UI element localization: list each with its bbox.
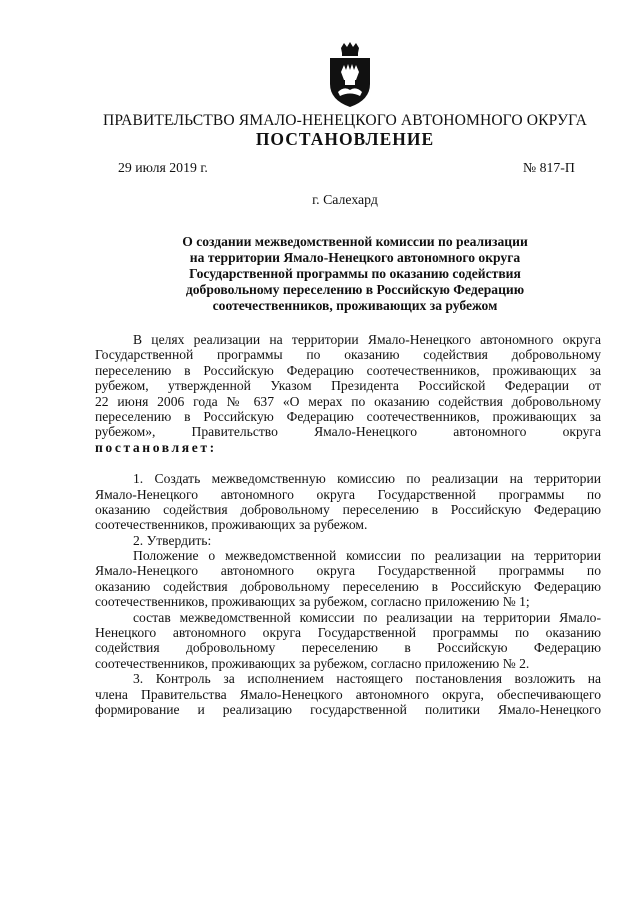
item3-line: 3. Контроль за исполнением настоящего постановления возложить на	[133, 671, 601, 687]
item2b-line: состав межведомственной комиссии по реализации на территории Ямало-	[133, 609, 601, 625]
item2a-line: соотечественников, проживающих за рубежом, согласно приложению № 1;	[95, 594, 530, 610]
preamble-line: переселению в Российскую Федерацию соотечественников, проживающих за	[95, 362, 601, 378]
resolves-word: постановляет:	[95, 439, 217, 455]
item1-line: 1. Создать межведомственную комиссию по реализации на территории	[133, 471, 601, 487]
item2b-line: Ненецкого автономного округа Государственной программы по оказанию	[95, 625, 601, 641]
preamble-line: 22 июня 2006 года № 637 «О мерах по оказанию содействия добровольному	[95, 393, 601, 409]
item2b-line: соотечественников, проживающих за рубежом, согласно приложению № 2.	[95, 655, 530, 671]
document-date: 29 июля 2019 г.	[118, 160, 208, 175]
item2b-line: содействия добровольному переселению в Российскую Федерацию	[95, 640, 601, 656]
item2-line: 2. Утвердить:	[133, 532, 212, 548]
item3-line: формирование и реализацию государственной политики Ямало-Ненецкого	[95, 701, 601, 717]
item1-line: соотечественников, проживающих за рубежом.	[95, 517, 368, 533]
document-title: ПОСТАНОВЛЕНИЕ	[255, 129, 435, 149]
document-subject	[140, 234, 570, 314]
preamble-line: рубежом», Правительство Ямало-Ненецкого автономного округа	[95, 424, 601, 440]
item2a-line: Ямало-Ненецкого автономного округа Государственной программы по	[95, 563, 601, 579]
subject-line: на территории Ямало-Ненецкого автономного округа	[189, 250, 521, 265]
item1-line: оказанию содействия добровольному переселению в Российскую Федерацию	[95, 501, 601, 517]
item2a-line: оказанию содействия добровольному переселению в Российскую Федерацию	[95, 578, 601, 594]
yamal-coat-of-arms-icon	[327, 42, 373, 108]
preamble-line: рубежом, утвержденной Указом Президента Российской Федерации от	[95, 378, 601, 394]
preamble-line: переселению в Российскую Федерацию соотечественников, проживающих за	[95, 408, 601, 424]
government-name: ПРАВИТЕЛЬСТВО ЯМАЛО-НЕНЕЦКОГО АВТОНОМНОГО ОКРУГА	[103, 112, 587, 129]
document-city: г. Салехард	[312, 192, 378, 207]
item2a-line: Положение о межведомственной комиссии по реализации на территории	[133, 548, 601, 564]
subject-line: добровольному переселению в Российскую Федерацию	[185, 282, 525, 297]
subject-line: соотечественников, проживающих за рубежом	[212, 298, 498, 313]
document-number: № 817-П	[523, 160, 575, 175]
item3-line: члена Правительства Ямало-Ненецкого автономного округа, обеспечивающего	[95, 686, 601, 702]
subject-line: О создании межведомственной комиссии по реализации	[182, 234, 528, 249]
item1-line: Ямало-Ненецкого автономного округа Государственной программы по	[95, 486, 601, 502]
document-body	[95, 332, 601, 717]
preamble-line: В целях реализации на территории Ямало-Ненецкого автономного округа	[133, 332, 601, 347]
preamble-line: Государственной программы по оказанию содействия добровольному	[95, 347, 601, 363]
subject-line: Государственной программы по оказанию содействия	[189, 266, 521, 281]
